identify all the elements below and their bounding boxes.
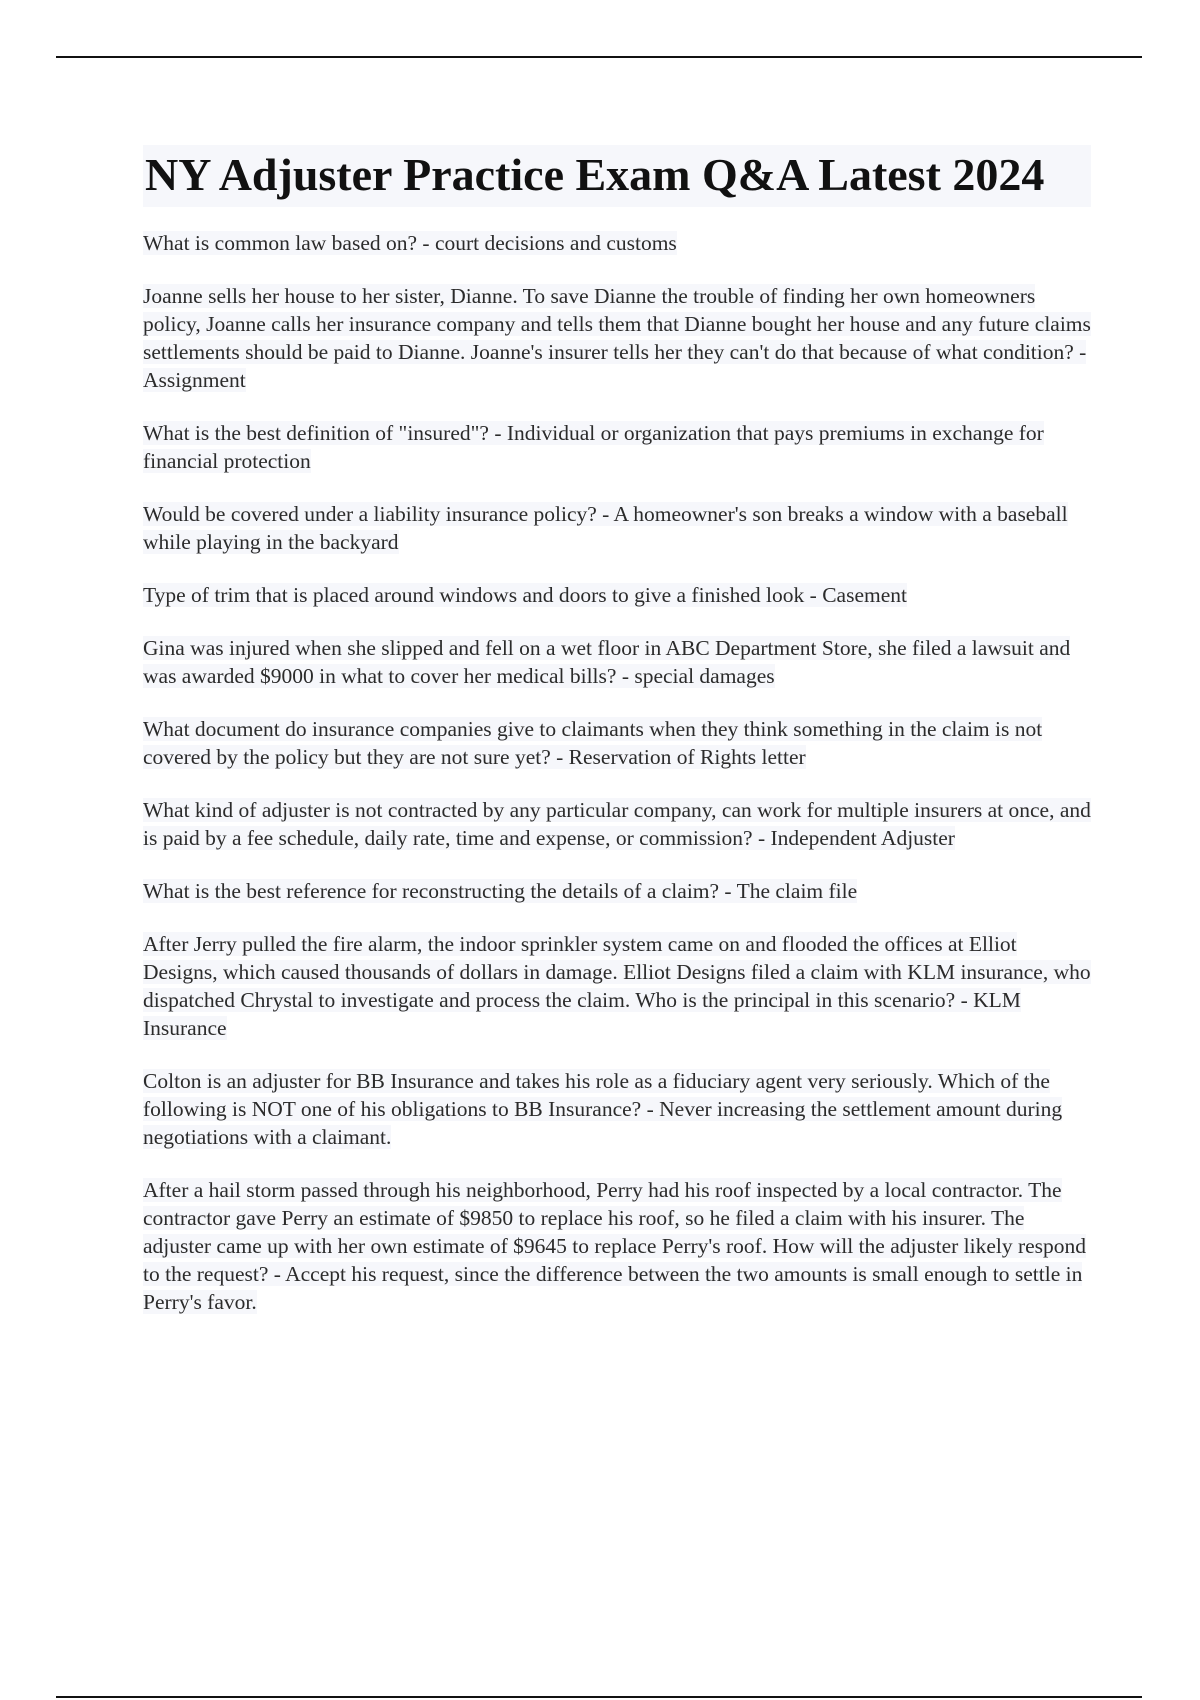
qa-text: Colton is an adjuster for BB Insurance and takes his role as a fiduciary agent very seriously. Which of the following is NOT one of his obligations to BB Insurance? - Never increasing the settlement amount during negotiations with a claimant. [143, 1069, 1063, 1149]
qa-list [143, 229, 1091, 1316]
qa-text: After a hail storm passed through his neighborhood, Perry had his roof inspected by a local contractor. The contractor gave Perry an estimate of $9850 to replace his roof, so he filed a claim with his insurer. The adjuster came up with her own estimate of $9645 to replace Perry's roof. How will the adjuster likely respond to the request? - Accept his request, since the difference between the two amounts is small enough to settle in Perry's favor. [143, 1178, 1087, 1314]
qa-item-6 [143, 634, 1091, 690]
qa-item-11 [143, 1067, 1091, 1151]
qa-item-10 [143, 930, 1091, 1042]
qa-text: Gina was injured when she slipped and fell on a wet floor in ABC Department Store, she filed a lawsuit and was awarded $9000 in what to cover her medical bills? - special damages [143, 636, 1071, 688]
qa-text: What kind of adjuster is not contracted by any particular company, can work for multiple insurers at once, and is paid by a fee schedule, daily rate, time and expense, or commission? - Independent Adjuster [143, 798, 1091, 850]
qa-item-2 [143, 282, 1091, 394]
qa-item-9 [143, 877, 1091, 905]
qa-text: Would be covered under a liability insurance policy? - A homeowner's son breaks a window with a baseball while playing in the backyard [143, 502, 1068, 554]
qa-item-3 [143, 419, 1091, 475]
bottom-rule [56, 1696, 1142, 1698]
qa-text: After Jerry pulled the fire alarm, the indoor sprinkler system came on and flooded the offices at Elliot Designs, which caused thousands of dollars in damage. Elliot Designs filed a claim with KLM insurance, who dispatched Chrystal to investigate and process the claim. Who is the principal in this scenario? - KLM Insurance [143, 932, 1091, 1040]
qa-item-5 [143, 581, 1091, 609]
qa-item-7 [143, 715, 1091, 771]
top-rule [56, 56, 1142, 58]
qa-item-12 [143, 1176, 1091, 1316]
qa-text: Type of trim that is placed around windows and doors to give a finished look - Casement [143, 583, 907, 607]
title-block [143, 145, 1091, 207]
qa-text: What document do insurance companies give to claimants when they think something in the claim is not covered by the policy but they are not sure yet? - Reservation of Rights letter [143, 717, 1043, 769]
qa-item-1 [143, 229, 1091, 257]
qa-text: What is common law based on? - court decisions and customs [143, 231, 677, 255]
document-body [143, 145, 1091, 1341]
qa-text: What is the best definition of "insured"? - Individual or organization that pays premiums in exchange for financial protection [143, 421, 1044, 473]
qa-item-8 [143, 796, 1091, 852]
qa-text: Joanne sells her house to her sister, Dianne. To save Dianne the trouble of finding her own homeowners policy, Joanne calls her insurance company and tells them that Dianne bought her house and any future claims settlements should be paid to Dianne. Joanne's insurer tells her they can't do that because of what condition? - Assignment [143, 284, 1091, 392]
qa-text: What is the best reference for reconstructing the details of a claim? - The claim file [143, 879, 858, 903]
qa-item-4 [143, 500, 1091, 556]
page-title: NY Adjuster Practice Exam Q&A Latest 2024 [145, 149, 1045, 200]
